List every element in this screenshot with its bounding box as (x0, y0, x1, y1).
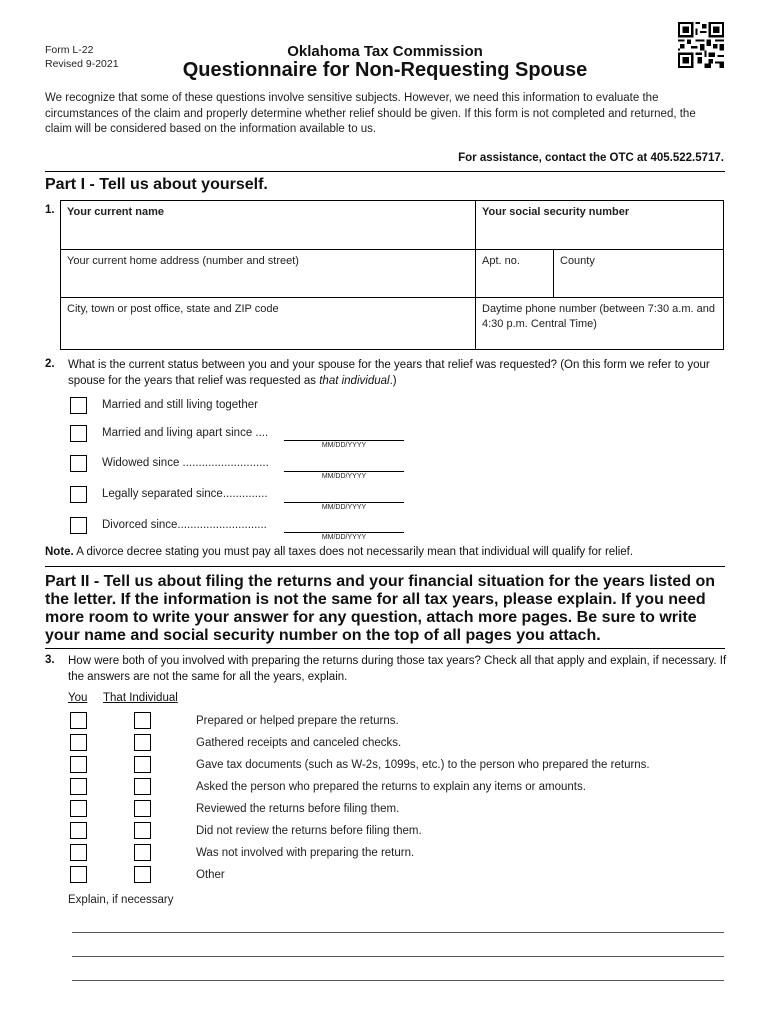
home-address-field[interactable]: Your current home address (number and street) (67, 255, 299, 267)
involvement-label-gave-documents: Gave tax documents (such as W-2s, 1099s, etc.) to the person who prepared the returns. (196, 759, 650, 771)
question-2-text: What is the current status between you and your spouse for the years that relief was requested? (On this form we refer to your spouse for the years that relief was requested as that individual.) (68, 359, 710, 387)
individual-checkbox-asked-preparer[interactable] (134, 778, 151, 795)
status-label-married-apart: Married and living apart since .... (102, 427, 269, 439)
apt-no-field[interactable]: Apt. no. (482, 255, 520, 267)
column-header-you: You (68, 692, 88, 704)
question-1-number: 1. (45, 204, 55, 216)
you-checkbox-reviewed[interactable] (70, 800, 87, 817)
involvement-label-prepared: Prepared or helped prepare the returns. (196, 715, 399, 727)
status-checkbox-divorced[interactable] (70, 517, 87, 534)
status-checkbox-legally-separated[interactable] (70, 486, 87, 503)
individual-checkbox-gave-documents[interactable] (134, 756, 151, 773)
you-checkbox-did-not-review[interactable] (70, 822, 87, 839)
explain-input-line[interactable] (72, 956, 724, 957)
city-state-zip-field[interactable]: City, town or post office, state and ZIP code (67, 303, 279, 315)
individual-checkbox-prepared[interactable] (134, 712, 151, 729)
separated-date-input[interactable] (284, 502, 404, 503)
involvement-label-gathered: Gathered receipts and canceled checks. (196, 737, 402, 749)
part2-title: Part II - Tell us about filing the returns and your financial situation for the years listed on the letter. If the information is not the same for all tax years, please explain. If you need more room to write your answer for any question, attach more pages. Be sure to write your name and social security number on the top of all pages you attach. (45, 573, 716, 644)
you-checkbox-not-involved[interactable] (70, 844, 87, 861)
explain-label: Explain, if necessary (68, 894, 174, 906)
ssn-field[interactable]: Your social security number (482, 206, 630, 218)
individual-checkbox-not-involved[interactable] (134, 844, 151, 861)
assistance-line: For assistance, contact the OTC at 405.522.5717. (458, 152, 724, 164)
widowed-date-input[interactable] (284, 471, 404, 472)
intro-paragraph: We recognize that some of these questions involve sensitive subjects. However, we need this information to evaluate the circumstances of the claim and properly determine whether relief should be given. If this form is not completed and returned, the claim will be considered based on the information available to us. (45, 92, 696, 135)
page-title: Questionnaire for Non-Requesting Spouse (182, 59, 588, 81)
that-individual-term: that individual (319, 374, 390, 387)
form-revision: Revised 9-2021 (45, 58, 119, 70)
date-format-hint: MM/DD/YYYY (321, 504, 367, 511)
status-label-married-together: Married and still living together (102, 399, 258, 411)
individual-checkbox-reviewed[interactable] (134, 800, 151, 817)
you-checkbox-gave-documents[interactable] (70, 756, 87, 773)
status-label-divorced: Divorced since............................ (102, 519, 267, 531)
column-header-that-individual: That Individual (103, 692, 178, 704)
status-label-widowed: Widowed since ........................... (102, 457, 269, 469)
part1-title: Part I - Tell us about yourself. (45, 176, 268, 193)
form-number: Form L-22 (45, 44, 94, 56)
personal-info-grid (60, 200, 724, 350)
married-apart-date-input[interactable] (284, 440, 404, 441)
divorce-note: Note. A divorce decree stating you must pay all taxes does not necessarily mean that individual will qualify for relief. (45, 546, 634, 558)
status-checkbox-married-apart[interactable] (70, 425, 87, 442)
individual-checkbox-did-not-review[interactable] (134, 822, 151, 839)
involvement-label-asked-preparer: Asked the person who prepared the returns to explain any items or amounts. (196, 781, 586, 793)
divider (45, 566, 725, 567)
county-field[interactable]: County (560, 255, 595, 267)
date-format-hint: MM/DD/YYYY (321, 534, 367, 541)
divider (45, 171, 725, 172)
status-checkbox-married-together[interactable] (70, 397, 87, 414)
date-format-hint: MM/DD/YYYY (321, 442, 367, 449)
daytime-phone-field[interactable]: Daytime phone number (between 7:30 a.m. and 4:30 p.m. Central Time) (482, 303, 715, 330)
explain-input-line[interactable] (72, 980, 724, 981)
question-3-number: 3. (45, 654, 55, 666)
status-label-legally-separated: Legally separated since.............. (102, 488, 268, 500)
involvement-label-reviewed: Reviewed the returns before filing them. (196, 803, 400, 815)
you-checkbox-asked-preparer[interactable] (70, 778, 87, 795)
divider (45, 648, 725, 649)
involvement-label-not-involved: Was not involved with preparing the return. (196, 847, 415, 859)
date-format-hint: MM/DD/YYYY (321, 473, 367, 480)
explain-input-line[interactable] (72, 932, 724, 933)
individual-checkbox-other[interactable] (134, 866, 151, 883)
question-3-text: How were both of you involved with preparing the returns during those tax years? Check all that apply and explain, if necessary. If the answers are not the same for all the years, explain. (68, 655, 727, 683)
divorced-date-input[interactable] (284, 532, 404, 533)
qr-code-icon (678, 22, 724, 68)
involvement-label-did-not-review: Did not review the returns before filing them. (196, 825, 422, 837)
question-2-number: 2. (45, 358, 55, 370)
you-checkbox-other[interactable] (70, 866, 87, 883)
status-checkbox-widowed[interactable] (70, 455, 87, 472)
agency-name: Oklahoma Tax Commission (287, 43, 483, 60)
individual-checkbox-gathered[interactable] (134, 734, 151, 751)
involvement-label-other: Other (196, 869, 225, 881)
you-checkbox-prepared[interactable] (70, 712, 87, 729)
you-checkbox-gathered[interactable] (70, 734, 87, 751)
current-name-field[interactable]: Your current name (67, 206, 164, 218)
